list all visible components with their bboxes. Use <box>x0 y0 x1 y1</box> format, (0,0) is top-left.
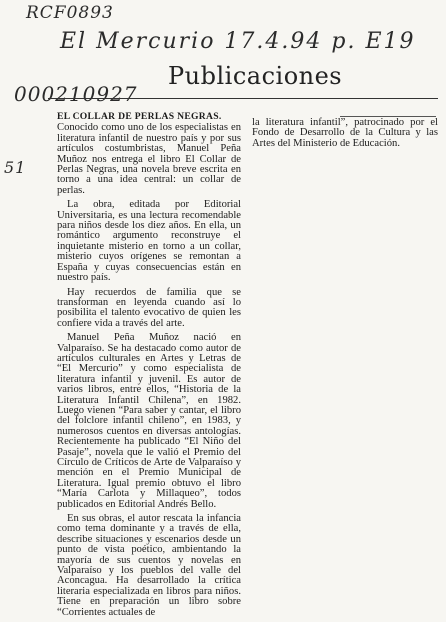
header-rule <box>48 98 438 99</box>
article-column-right <box>252 118 438 153</box>
article-paragraph: En sus obras, el autor rescata la infancia como tema dominante y a través de ella, describe situaciones y escenarios desde un punto de vista poético, ambientando la mayoría de sus cuentos y novelas en Valparaíso y los pueblos del valle del Aconcagua. Ha desarrollado la crítica literaria especializada en libros para niños. Tiene en preparación un libro sobre “Corrientes actuales de <box>57 513 241 618</box>
article-paragraph: La obra, editada por Editorial Universitaria, es una lectura recomendable para niños desde los diez años. En ella, un romántico argumento reconstruye el inquietante misterio en torno a un collar, misterio cuyos orígenes se remontan a España y cuyas consecuencias están en nuestro país. <box>57 199 241 284</box>
archive-number-handwritten: 000210927 <box>14 82 138 106</box>
article-heading: EL COLLAR DE PERLAS NEGRAS. <box>57 111 222 122</box>
article-continuation: la literatura infantil”, patrocinado por el Fondo de Desarrollo de la Cultura y las Artes del Ministerio de Educación. <box>252 117 438 149</box>
section-title: Publicaciones <box>168 62 343 90</box>
article-paragraph: Conocido como uno de los especialistas en literatura infantil de nuestro país y por sus artículos costumbristas, Manuel Peña Muñoz nos entrega el libro El Collar de Perlas Negras, una novela breve escrita en torno a una idea central: un collar de perlas. <box>57 122 241 196</box>
source-note-handwritten: El Mercurio 17.4.94 p. E19 <box>60 29 416 54</box>
end-rule <box>340 116 436 117</box>
margin-mark-handwritten: 51 <box>4 158 27 177</box>
archive-code-handwritten: RCF0893 <box>26 3 114 23</box>
article-column-left <box>57 112 241 622</box>
article-paragraph: Manuel Peña Muñoz nació en Valparaíso. Se ha destacado como autor de artículos culturales en Artes y Letras de “El Mercurio” y como especialista de literatura infantil y juvenil. Es autor de varios libros, entre ellos, “Historia de la Literatura Infantil Chilena”, en 1982. Luego vienen “Para saber y cantar, el libro del folclore infantil chileno”, en 1983, y numerosos cuentos en diversas antologías. Recientemente ha publicado “El Niño del Pasaje”, novela que le valió el Premio del Círculo de Críticos de Arte de Valparaíso y mención en el Premio Municipal de Literatura. Igual premio obtuvo el libro “María Carlota y Millaqueo”, todos publicados en Editorial Andrés Bello. <box>57 332 241 510</box>
article-paragraph: Hay recuerdos de familia que se transforman en leyenda cuando así lo posibilita el talento evocativo de quien les confiere vida a través del arte. <box>57 286 241 329</box>
